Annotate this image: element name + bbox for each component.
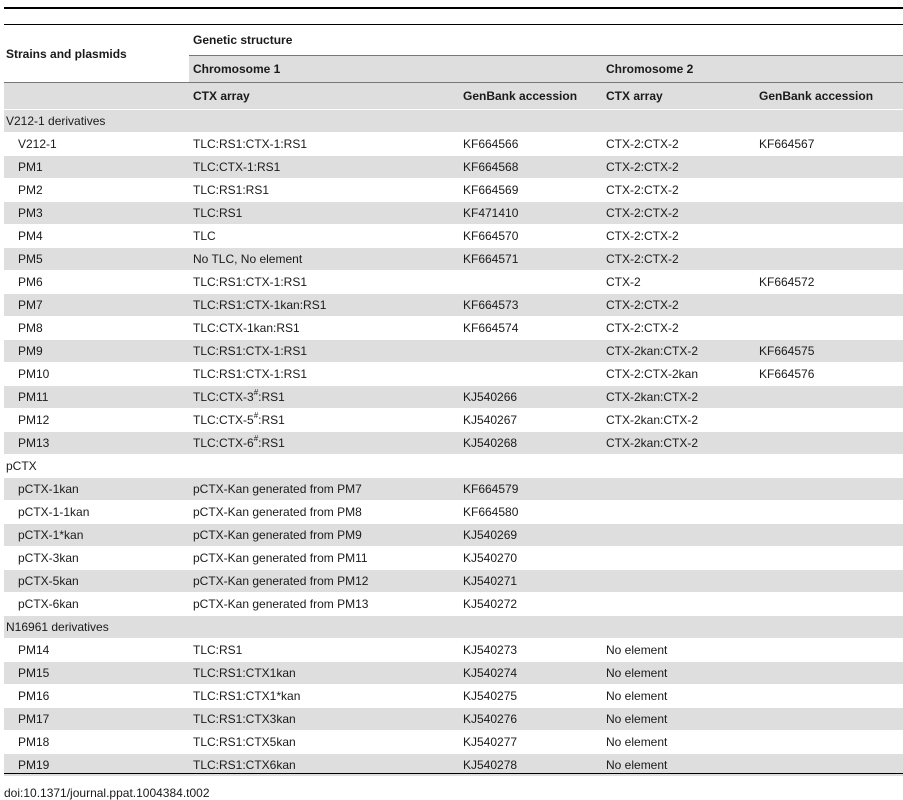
cell-ctx-array-chr2: CTX-2:CTX-2: [602, 202, 755, 225]
cell-genbank-chr2: [755, 593, 903, 616]
cell-ctx-array-chr2: CTX-2kan:CTX-2: [602, 386, 755, 409]
cell-genbank-chr2: [755, 662, 903, 685]
header-genbank-chr2: GenBank accession: [755, 83, 903, 110]
cell-genbank-chr1: KF664580: [459, 501, 602, 524]
table-row: [4, 708, 903, 731]
ctx-array-text-suffix: :RS1: [258, 390, 285, 404]
section-header-row: [4, 455, 903, 478]
cell-ctx-array-chr1: TLC:RS1:CTX1*kan: [189, 685, 459, 708]
table-row: [4, 639, 903, 662]
table-row: [4, 294, 903, 317]
cell-ctx-array-chr2: CTX-2kan:CTX-2: [602, 432, 755, 455]
cell-strain: PM7: [4, 294, 189, 317]
cell-ctx-array-chr2: [602, 524, 755, 547]
cell-genbank-chr1: KF664569: [459, 179, 602, 202]
cell-ctx-array-chr1: TLC:RS1:CTX6kan: [189, 754, 459, 777]
table-row: [4, 363, 903, 386]
cell-genbank-chr1: KJ540270: [459, 547, 602, 570]
cell-ctx-array-chr1: pCTX-Kan generated from PM11: [189, 547, 459, 570]
table-row: [4, 524, 903, 547]
cell-genbank-chr1: KF664566: [459, 133, 602, 156]
cell-genbank-chr2: [755, 317, 903, 340]
cell-genbank-chr2: [755, 294, 903, 317]
cell-genbank-chr2: [755, 501, 903, 524]
cell-genbank-chr1: [459, 363, 602, 386]
cell-ctx-array-chr1: TLC:RS1:RS1: [189, 179, 459, 202]
cell-ctx-array-chr2: CTX-2:CTX-2: [602, 133, 755, 156]
table-row: [4, 179, 903, 202]
cell-genbank-chr1: KJ540276: [459, 708, 602, 731]
cell-genbank-chr2: [755, 639, 903, 662]
cell-ctx-array-chr2: [602, 593, 755, 616]
cell-ctx-array-chr2: CTX-2:CTX-2: [602, 294, 755, 317]
cell-strain: PM12: [4, 409, 189, 432]
table-row: [4, 340, 903, 363]
cell-strain: PM13: [4, 432, 189, 455]
cell-genbank-chr2: [755, 409, 903, 432]
cell-genbank-chr2: [755, 202, 903, 225]
cell-strain: PM4: [4, 225, 189, 248]
cell-ctx-array-chr1: TLC:CTX-1:RS1: [189, 156, 459, 179]
cell-genbank-chr2: KF664567: [755, 133, 903, 156]
cell-genbank-chr2: [755, 248, 903, 271]
cell-strain: pCTX-1*kan: [4, 524, 189, 547]
cell-ctx-array-chr2: CTX-2:CTX-2: [602, 156, 755, 179]
cell-strain: PM14: [4, 639, 189, 662]
cell-genbank-chr1: KJ540268: [459, 432, 602, 455]
cell-strain: PM11: [4, 386, 189, 409]
cell-ctx-array-chr2: No element: [602, 754, 755, 777]
cell-ctx-array-chr1: TLC:RS1: [189, 202, 459, 225]
ctx-array-text: TLC:CTX-5: [193, 413, 254, 427]
cell-ctx-array-chr1: [189, 432, 459, 455]
cell-genbank-chr1: KJ540271: [459, 570, 602, 593]
cell-ctx-array-chr1: TLC:RS1:CTX-1:RS1: [189, 363, 459, 386]
cell-genbank-chr2: [755, 432, 903, 455]
cell-ctx-array-chr1: [189, 409, 459, 432]
cell-strain: PM17: [4, 708, 189, 731]
table-row: [4, 133, 903, 156]
table-row: [4, 271, 903, 294]
table-row: [4, 248, 903, 271]
cell-strain: pCTX-1-1kan: [4, 501, 189, 524]
cell-genbank-chr1: KF664579: [459, 478, 602, 501]
header-genbank-chr1: GenBank accession: [459, 83, 602, 110]
cell-strain: PM16: [4, 685, 189, 708]
cell-strain: PM10: [4, 363, 189, 386]
header-ctx-array-chr2: CTX array: [602, 83, 755, 110]
cell-genbank-chr1: KJ540274: [459, 662, 602, 685]
cell-strain: V212-1: [4, 133, 189, 156]
cell-ctx-array-chr2: [602, 478, 755, 501]
cell-ctx-array-chr2: No element: [602, 708, 755, 731]
cell-ctx-array-chr1: TLC: [189, 225, 459, 248]
cell-genbank-chr2: [755, 547, 903, 570]
cell-ctx-array-chr1: TLC:RS1:CTX5kan: [189, 731, 459, 754]
cell-genbank-chr2: KF664572: [755, 271, 903, 294]
doi-caption: doi:10.1371/journal.ppat.1004384.t002: [4, 786, 210, 800]
cell-genbank-chr2: KF664575: [755, 340, 903, 363]
cell-genbank-chr1: KJ540278: [459, 754, 602, 777]
cell-genbank-chr2: [755, 478, 903, 501]
cell-genbank-chr1: KF664571: [459, 248, 602, 271]
cell-genbank-chr1: KF664574: [459, 317, 602, 340]
top-rule: [4, 7, 903, 9]
cell-strain: pCTX-1kan: [4, 478, 189, 501]
cell-strain: PM18: [4, 731, 189, 754]
section-title: pCTX: [4, 455, 903, 478]
cell-ctx-array-chr1: TLC:RS1:CTX-1:RS1: [189, 133, 459, 156]
cell-ctx-array-chr1: pCTX-Kan generated from PM13: [189, 593, 459, 616]
cell-strain: pCTX-6kan: [4, 593, 189, 616]
cell-ctx-array-chr1: TLC:RS1: [189, 639, 459, 662]
cell-ctx-array-chr2: CTX-2:CTX-2: [602, 317, 755, 340]
cell-ctx-array-chr2: No element: [602, 731, 755, 754]
table-row: [4, 685, 903, 708]
cell-ctx-array-chr2: No element: [602, 639, 755, 662]
cell-genbank-chr2: [755, 570, 903, 593]
header-strains: Strains and plasmids: [6, 46, 127, 61]
cell-ctx-array-chr1: [189, 386, 459, 409]
table-row: [4, 409, 903, 432]
cell-genbank-chr2: [755, 225, 903, 248]
table-row: [4, 156, 903, 179]
cell-strain: PM19: [4, 754, 189, 777]
cell-ctx-array-chr2: No element: [602, 662, 755, 685]
cell-ctx-array-chr2: CTX-2:CTX-2kan: [602, 363, 755, 386]
cell-ctx-array-chr1: TLC:RS1:CTX-1:RS1: [189, 271, 459, 294]
cell-ctx-array-chr1: pCTX-Kan generated from PM8: [189, 501, 459, 524]
header-chromosome-2: Chromosome 2: [602, 56, 903, 83]
cell-ctx-array-chr2: CTX-2:CTX-2: [602, 179, 755, 202]
cell-genbank-chr1: KJ540275: [459, 685, 602, 708]
cell-ctx-array-chr1: TLC:RS1:CTX-1kan:RS1: [189, 294, 459, 317]
ctx-array-text: TLC:CTX-6: [193, 436, 254, 450]
section-header-row: [4, 616, 903, 639]
cell-strain: PM2: [4, 179, 189, 202]
cell-strain: PM8: [4, 317, 189, 340]
table-row: [4, 662, 903, 685]
cell-strain: PM5: [4, 248, 189, 271]
cell-genbank-chr2: [755, 179, 903, 202]
cell-ctx-array-chr1: TLC:RS1:CTX3kan: [189, 708, 459, 731]
cell-genbank-chr1: KJ540277: [459, 731, 602, 754]
cell-genbank-chr1: KJ540266: [459, 386, 602, 409]
cell-ctx-array-chr2: CTX-2: [602, 271, 755, 294]
footnote-marker: #: [253, 434, 259, 443]
header-genetic-structure: Genetic structure: [193, 33, 293, 47]
cell-strain: PM6: [4, 271, 189, 294]
section-title: N16961 derivatives: [4, 616, 903, 639]
cell-ctx-array-chr1: TLC:RS1:CTX-1:RS1: [189, 340, 459, 363]
cell-genbank-chr1: KJ540272: [459, 593, 602, 616]
table-row: [4, 593, 903, 616]
cell-genbank-chr2: KF664576: [755, 363, 903, 386]
cell-ctx-array-chr1: No TLC, No element: [189, 248, 459, 271]
cell-ctx-array-chr1: pCTX-Kan generated from PM12: [189, 570, 459, 593]
cell-ctx-array-chr2: [602, 547, 755, 570]
table-row: [4, 570, 903, 593]
table-row: [4, 501, 903, 524]
cell-ctx-array-chr2: [602, 501, 755, 524]
ctx-array-text: TLC:CTX-3: [193, 390, 254, 404]
header-ctx-array-chr1: CTX array: [189, 83, 459, 110]
cell-genbank-chr1: KJ540273: [459, 639, 602, 662]
table-row: [4, 317, 903, 340]
footnote-marker: #: [253, 411, 259, 420]
cell-ctx-array-chr2: No element: [602, 685, 755, 708]
cell-strain: pCTX-3kan: [4, 547, 189, 570]
cell-strain: PM9: [4, 340, 189, 363]
footnote-marker: #: [253, 388, 259, 397]
cell-genbank-chr2: [755, 386, 903, 409]
cell-ctx-array-chr2: CTX-2:CTX-2: [602, 248, 755, 271]
strains-table: [4, 25, 903, 776]
cell-genbank-chr1: KJ540267: [459, 409, 602, 432]
cell-genbank-chr1: KF664573: [459, 294, 602, 317]
cell-genbank-chr1: [459, 271, 602, 294]
cell-genbank-chr1: KF664570: [459, 225, 602, 248]
cell-ctx-array-chr1: pCTX-Kan generated from PM7: [189, 478, 459, 501]
cell-ctx-array-chr1: TLC:RS1:CTX1kan: [189, 662, 459, 685]
section-title: V212-1 derivatives: [4, 110, 903, 133]
cell-ctx-array-chr1: pCTX-Kan generated from PM9: [189, 524, 459, 547]
cell-ctx-array-chr1: TLC:CTX-1kan:RS1: [189, 317, 459, 340]
cell-genbank-chr2: [755, 708, 903, 731]
cell-genbank-chr1: [459, 340, 602, 363]
cell-genbank-chr2: [755, 156, 903, 179]
cell-ctx-array-chr2: [602, 570, 755, 593]
cell-strain: PM1: [4, 156, 189, 179]
cell-genbank-chr1: KF664568: [459, 156, 602, 179]
cell-genbank-chr2: [755, 685, 903, 708]
table-body: [4, 110, 903, 777]
section-header-row: [4, 110, 903, 133]
table-row: [4, 202, 903, 225]
cell-ctx-array-chr2: CTX-2:CTX-2: [602, 225, 755, 248]
table-row: [4, 478, 903, 501]
cell-genbank-chr2: [755, 524, 903, 547]
cell-strain: pCTX-5kan: [4, 570, 189, 593]
cell-ctx-array-chr2: CTX-2kan:CTX-2: [602, 409, 755, 432]
header-blank: [4, 83, 189, 110]
table-row: [4, 547, 903, 570]
table-row: [4, 731, 903, 754]
table-row: [4, 225, 903, 248]
cell-ctx-array-chr2: CTX-2kan:CTX-2: [602, 340, 755, 363]
header-chromosome-1: Chromosome 1: [189, 56, 602, 83]
table-row: [4, 386, 903, 409]
ctx-array-text-suffix: :RS1: [258, 436, 285, 450]
cell-strain: PM15: [4, 662, 189, 685]
bottom-rule: [4, 773, 903, 774]
cell-strain: PM3: [4, 202, 189, 225]
cell-genbank-chr1: KF471410: [459, 202, 602, 225]
cell-genbank-chr1: KJ540269: [459, 524, 602, 547]
ctx-array-text-suffix: :RS1: [258, 413, 285, 427]
table-row: [4, 432, 903, 455]
cell-genbank-chr2: [755, 731, 903, 754]
